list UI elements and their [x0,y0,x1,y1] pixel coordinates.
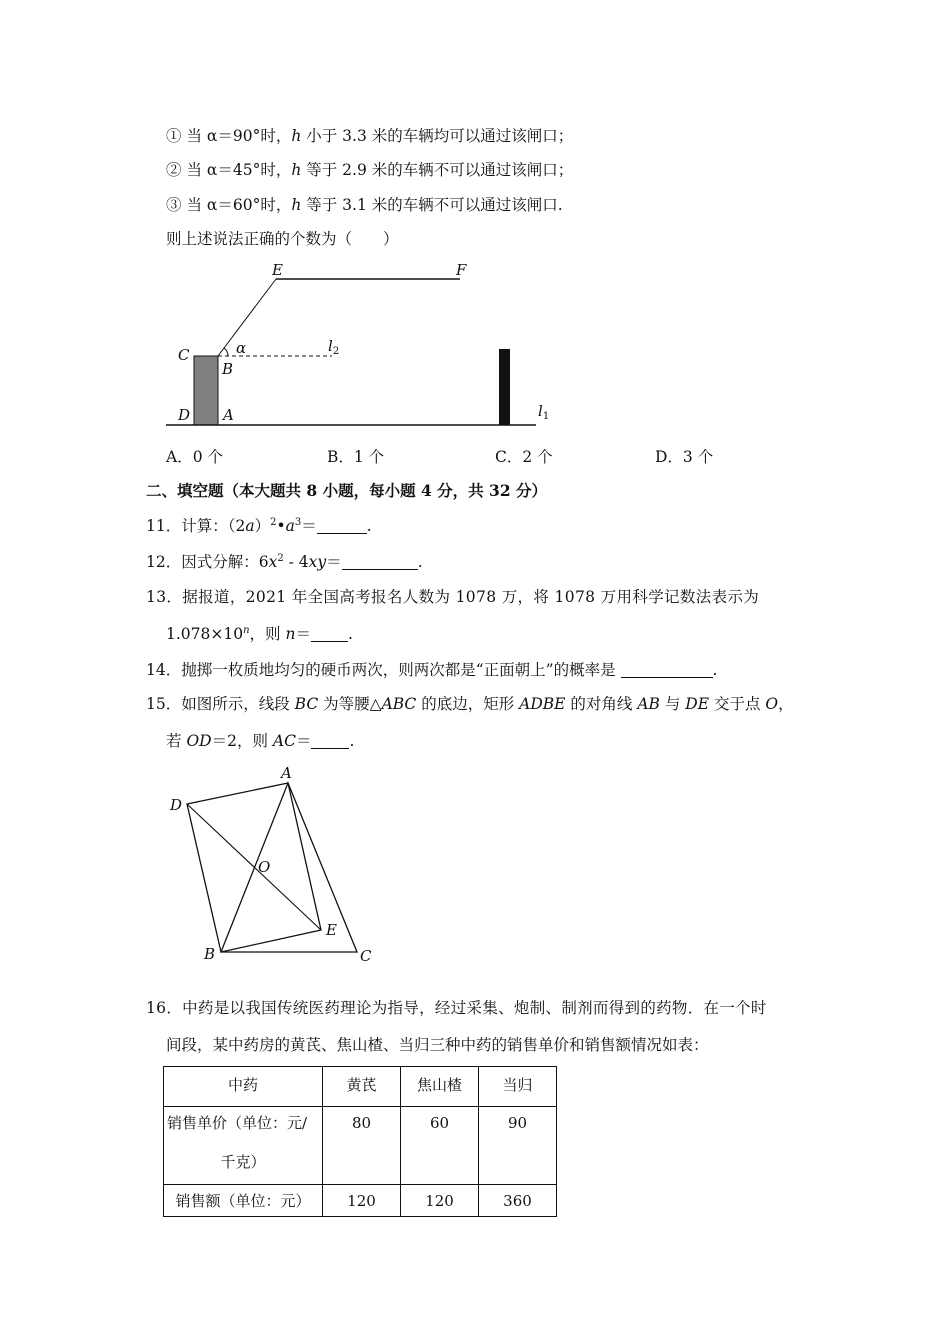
question-16-line2: 间段，某中药房的黄芪、焦山楂、当归三种中药的销售单价和销售额情况如表： [166,1036,709,1054]
question-12: 12．因式分解：$6x^2 - 4xy=$ . [146,553,423,571]
right-post [499,349,510,425]
label-d: D [178,406,191,424]
question-11: 11．计算：$(2a)^2•a^3=$ . [146,517,372,535]
table-row [164,1185,557,1217]
table-cell: 80 [323,1107,401,1185]
question-16-line1: 16．中药是以我国传统医药理论为指导，经过采集、炮制、制剂而得到的药物．在一个时 [146,999,767,1017]
option-c: C．2 个 [495,448,553,466]
table-cell: 90 [479,1107,557,1185]
option-a: A．0 个 [166,448,223,466]
label-b: B [204,945,216,963]
label-l2: $l_2$ [328,337,340,357]
gate-post [194,356,218,425]
header-cell: 中药 [164,1067,323,1107]
row-label: 销售额（单位：元） [164,1185,323,1217]
label-f: F [456,261,467,279]
header-cell: 当归 [479,1067,557,1107]
table-cell: 60 [401,1107,479,1185]
question-text: 则上述说法正确的个数为（ ） [166,230,399,248]
label-e: E [326,921,337,939]
circled-number-2: ② [166,161,182,179]
row-label: 销售单价（单位：元/ 千克） [164,1107,323,1185]
answer-blank[interactable] [342,554,418,570]
question-13-line2: $1.078\times 10^n$，则 n＝ . [166,625,353,643]
label-l1: $l_1$ [538,402,550,422]
label-a: A [223,406,234,424]
sales-table [163,1066,557,1217]
label-alpha: α [236,339,247,357]
question-15-line1: 15．如图所示，线段 BC 为等腰△ABC 的底边，矩形 ADBE 的对角线 AB 与 DE 交于点 O， [146,695,794,713]
option-d: D．3 个 [655,448,714,466]
header-cell: 黄芪 [323,1067,401,1107]
question-14: 14．抛掷一枚质地均匀的硬币两次，则两次都是“正面朝上”的概率是 . [146,661,718,679]
question-15-line2: 若 OD＝2，则 AC＝ . [166,732,355,750]
answer-blank[interactable] [317,518,367,534]
label-b: B [222,360,234,378]
statement-3: ③ 当 α＝60°时，h 等于 3.1 米的车辆不可以通过该闸口. [166,196,563,214]
statement-1: ① 当 α＝90°时，h 小于 3.3 米的车辆均可以通过该闸口； [166,127,574,145]
statement-2: ② 当 α＝45°时，h 等于 2.9 米的车辆不可以通过该闸口； [166,161,574,179]
section-title: 二、填空题（本大题共 8 小题，每小题 4 分，共 32 分） [146,481,548,500]
label-c: C [360,947,372,965]
answer-blank[interactable] [311,733,349,749]
gate-diagram [160,258,560,433]
geometry-figure [165,762,385,967]
table-cell: 120 [401,1185,479,1217]
diagonal-de [187,804,321,930]
gate-arm-be [218,279,276,356]
table-header-row [164,1067,557,1107]
question-13-line1: 13．据报道，2021 年全国高考报名人数为 1078 万，将 1078 万用科学记数法表示为 [146,588,760,606]
label-c: C [178,346,190,364]
angle-arc [224,348,228,356]
table-cell: 360 [479,1185,557,1217]
answer-blank[interactable] [311,626,348,642]
header-cell: 焦山楂 [401,1067,479,1107]
label-o: O [258,858,271,876]
label-d: D [170,796,183,814]
option-b: B．1 个 [327,448,385,466]
table-row [164,1107,557,1185]
circled-number-1: ① [166,127,182,145]
label-a: A [281,764,292,782]
circled-number-3: ③ [166,196,182,214]
table-cell: 120 [323,1185,401,1217]
answer-blank[interactable] [621,662,713,678]
label-e: E [272,261,283,279]
